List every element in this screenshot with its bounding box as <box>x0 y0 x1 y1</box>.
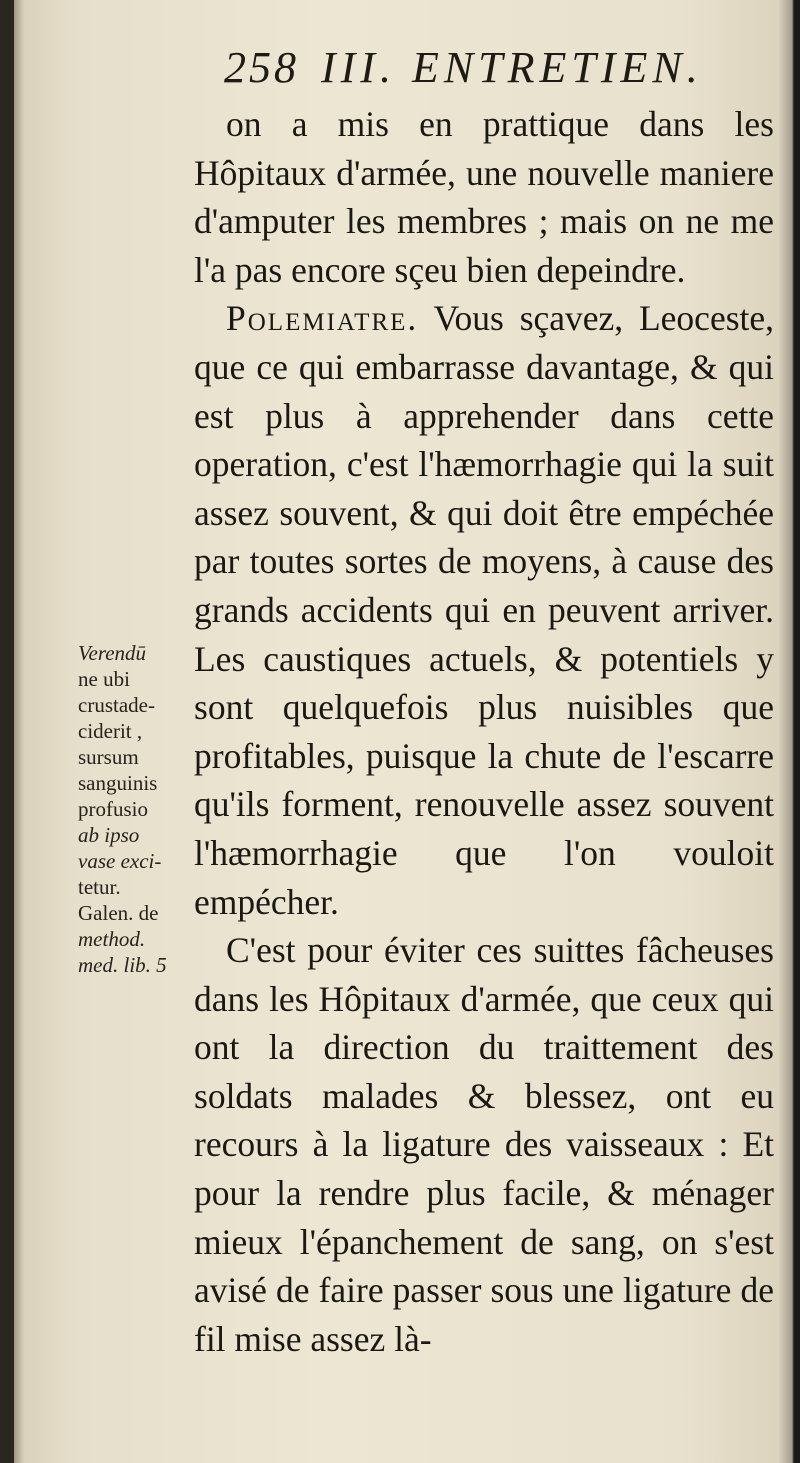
margin-line: ciderit , <box>78 719 143 743</box>
margin-line: profusio <box>78 797 148 821</box>
margin-line: Galen. de <box>78 901 159 925</box>
margin-line: sursum <box>78 745 139 769</box>
book-page <box>14 0 800 1463</box>
margin-line: Verendū <box>78 641 147 665</box>
margin-line: method. <box>78 927 146 951</box>
paragraph-3: C'est pour éviter ces suittes fâcheuses dans les Hôpitaux d'armée, que ceux qui ont la direction du traittement des soldats malades & blessez, ont eu recours à la ligature des vaisseaux : Et pour la rendre plus facile, & ménager mieux l'épanchement de sang, on s'est avisé de faire passer sous une ligature de fil mise assez là- <box>194 930 774 1359</box>
main-text <box>194 100 774 1363</box>
margin-line: vase exci- <box>78 849 162 873</box>
margin-line: tetur. <box>78 875 121 899</box>
margin-line: med. lib. 5 <box>78 953 167 977</box>
marginal-note <box>78 640 200 978</box>
page-number: 258 <box>224 43 299 92</box>
paragraph-1: on a mis en prattique dans les Hôpitaux d'armée, une nouvelle maniere d'amputer les membres ; mais on ne me l'a pas encore sçeu bien depeindre. <box>194 104 774 290</box>
margin-line: ne ubi <box>78 667 130 691</box>
paragraph-2-text: Vous sçavez, Leoceste, que ce qui embarrasse davantage, & qui est plus à apprehender dans cette operation, c'est l'hæmorrhagie qui la suit assez souvent, & qui doit être empéchée par toutes sortes de moyens, à cause des grands accidents qui en peuvent arriver. Les caustiques actuels, & potentiels y sont quelquefois plus nuisibles que profitables, puisque la chute de l'escarre qu'ils forment, renouvelle assez souvent l'hæmorrhagie que l'on vouloit empécher. <box>194 298 775 922</box>
margin-line: crustade- <box>78 693 155 717</box>
margin-line: ab ipso <box>78 823 140 847</box>
paragraph-2 <box>194 294 774 926</box>
speaker-name: Polemiatre. <box>226 298 419 339</box>
running-header <box>224 42 703 93</box>
running-title: III. ENTRETIEN. <box>321 43 703 92</box>
margin-line: sanguinis <box>78 771 158 795</box>
